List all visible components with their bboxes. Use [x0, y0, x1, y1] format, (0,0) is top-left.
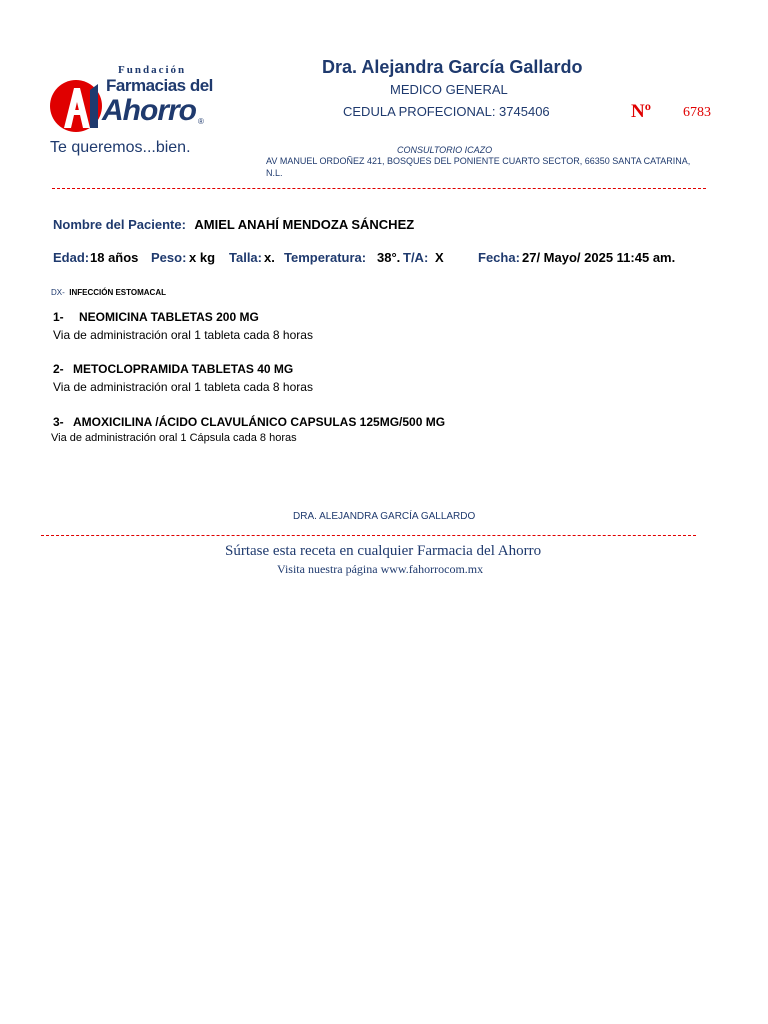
medication-number: 2-	[53, 362, 64, 376]
logo-slogan: Te queremos...bien.	[50, 139, 191, 156]
temperatura-label: Temperatura:	[284, 250, 367, 265]
medication-2-title	[53, 362, 293, 376]
medication-2-instructions: Via de administración oral 1 tableta cada 8 horas	[53, 380, 313, 394]
patient-name-row	[53, 216, 414, 234]
medication-name: AMOXICILINA /ÁCIDO CLAVULÁNICO CAPSULAS 125MG/500 MG	[73, 415, 446, 429]
medication-number: 3-	[53, 415, 64, 429]
talla-label: Talla:	[229, 250, 262, 265]
fecha-value: 27/ Mayo/ 2025 11:45 am.	[522, 250, 676, 265]
footer-divider	[41, 535, 696, 536]
peso-label: Peso:	[151, 250, 187, 265]
consultorio-address-line2: N.L.	[266, 168, 283, 178]
edad-label: Edad:	[53, 250, 90, 265]
consultorio-name: CONSULTORIO ICAZO	[397, 145, 493, 155]
doctor-signature-name: DRA. ALEJANDRA GARCÍA GALLARDO	[293, 511, 476, 522]
medication-3-title	[53, 415, 445, 429]
patient-name-label: Nombre del Paciente:	[53, 217, 186, 232]
edad-value: 18 años	[90, 250, 139, 265]
registered-mark: ®	[198, 117, 204, 126]
doctor-specialty: MEDICO GENERAL	[390, 82, 508, 97]
doctor-cedula: CEDULA PROFECIONAL: 3745406	[343, 104, 550, 119]
prescription-number-label: Nº	[631, 101, 651, 122]
logo-fundacion-text: Fundación	[118, 64, 187, 76]
patient-name-value: AMIEL ANAHÍ MENDOZA SÁNCHEZ	[194, 217, 415, 232]
diagnosis-prefix: DX-	[51, 288, 65, 297]
consultorio-address-line1: AV MANUEL ORDOÑEZ 421, BOSQUES DEL PONIENTE CUARTO SECTOR, 66350 SANTA CATARINA,	[266, 156, 691, 166]
logo-farmacias-text: Farmacias del	[106, 76, 213, 95]
ta-label: T/A:	[403, 250, 429, 265]
medication-3-instructions: Via de administración oral 1 Cápsula cada 8 horas	[51, 432, 297, 444]
medication-1-instructions: Via de administración oral 1 tableta cada 8 horas	[53, 328, 313, 342]
medication-name: NEOMICINA TABLETAS 200 MG	[79, 310, 259, 324]
medication-number: 1-	[53, 310, 64, 324]
footer-website: Visita nuestra página www.fahorrocom.mx	[277, 562, 484, 576]
medication-1-title	[53, 310, 259, 324]
diagnosis-text: INFECCIÓN ESTOMACAL	[69, 288, 166, 297]
temperatura-value: 38°.	[377, 250, 401, 265]
fecha-label: Fecha:	[478, 250, 520, 265]
logo-ahorro-text: Ahorro	[102, 94, 196, 127]
doctor-name: Dra. Alejandra García Gallardo	[322, 57, 583, 77]
talla-value: x.	[264, 250, 275, 265]
ta-value: X	[435, 250, 444, 265]
prescription-number: 6783	[683, 105, 711, 120]
medication-name: METOCLOPRAMIDA TABLETAS 40 MG	[73, 362, 294, 376]
diagnosis-row	[51, 282, 166, 300]
peso-value: x kg	[189, 250, 216, 265]
footer-line1: Súrtase esta receta en cualquier Farmacia del Ahorro	[225, 543, 542, 559]
header-divider	[52, 188, 706, 189]
